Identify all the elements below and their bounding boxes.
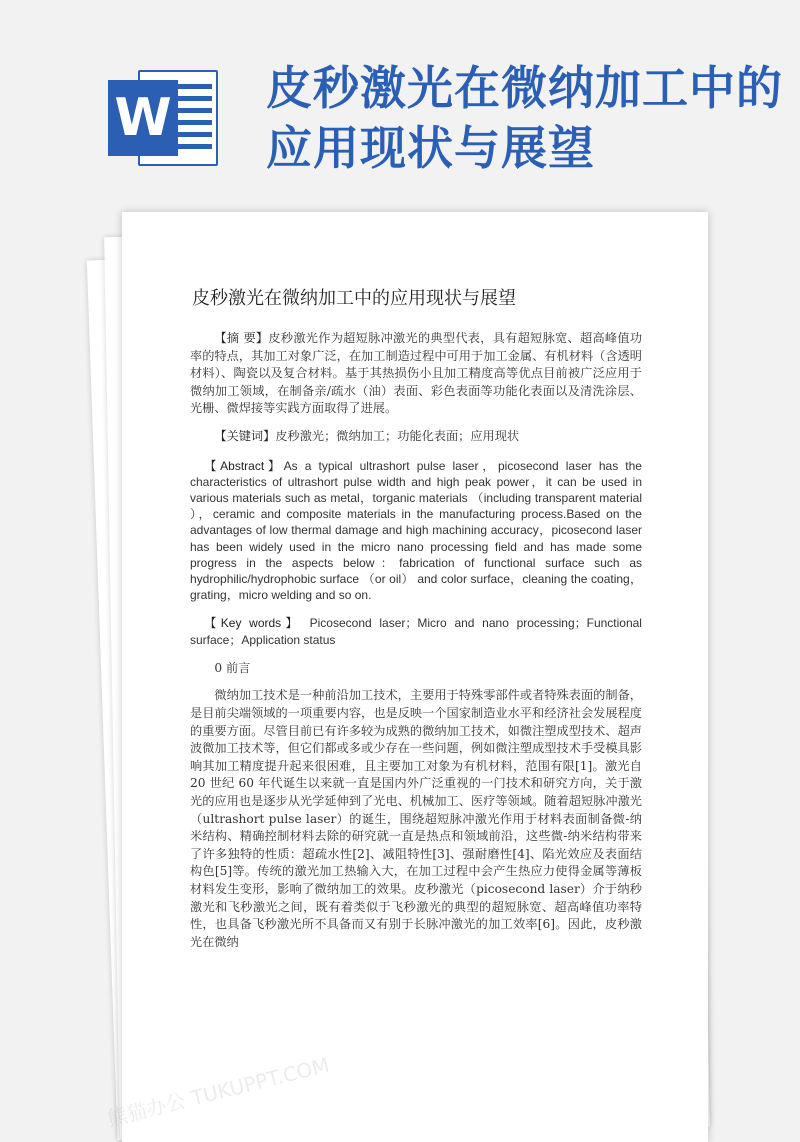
section-heading: 0 前言 (214, 660, 251, 675)
word-document-icon (108, 70, 220, 166)
keywords-text: 皮秒激光；微纳加工；功能化表面；应用现状 (275, 428, 520, 443)
english-abstract-label: 【Abstract】 (204, 458, 284, 473)
english-keywords-label: 【Key words】 (204, 616, 302, 631)
abstract-label: 【摘 要】 (214, 331, 269, 345)
keywords-label: 【关键词】 (214, 428, 276, 443)
banner-title: 皮秒激光在微纳加工中的应用现状与展望 (266, 61, 783, 175)
abstract-text: 皮秒激光作为超短脉冲激光的典型代表，具有超短脉宽、超高峰值功率的特点，其加工对象广泛，在加工制造过程中可用于加工金属、有机材料（含透明材料）、陶瓷以及复合材料。基于其热损伤小且加工精度高等优点目前被广泛应用于微纳加工领域，在制备亲/疏水（油）表面、彩色表面等功能化表面以及清洗涂层、光栅、微焊接等实践方面取得了进展。 (190, 331, 643, 416)
document-title: 皮秒激光在微纳加工中的应用现状与展望 (192, 288, 516, 309)
english-keywords-paragraph (190, 615, 642, 647)
body-paragraph: 微纳加工技术是一种前沿加工技术，主要用于特殊零部件或者特殊表面的制备，是目前尖端领域的一项重要内容，也是反映一个国家制造业水平和经济社会发展程度的重要方面。尽管目前已有许多较为成熟的微纳加工技术，如微注塑成型技术、超声波微加工技术等，但它们都或多或少存在一些问题，例如微注塑成型技术手受模具影响其加工精度提升起来很困难，且主要加工对象为有机材料，范围有限[1]。激光自 20 世纪 60 年代诞生以来就一直是国内外广泛重视的一门技术和研究方向，关于激光的应用也是逐步从光学延伸到了光电、机械加工、医疗等领域。随着超短脉冲激光（ultrashort pulse laser）的诞生，围绕超短脉冲激光作用于材料表面制备微-纳米结构、精确控制材料去除的研究就一直是热点和领域前沿，这些微-纳米结构带来了许多独特的性质：超疏水性[2]、减阻特性[3]、强耐磨性[4]、陷光效应及表面结构色[5]等。传统的激光加工热输入大，在加工过程中会产生热应力使得金属等薄板材料发生变形，影响了微纳加工的效果。皮秒激光（picosecond laser）介于纳秒激光和飞秒激光之间，既有着类似于飞秒激光的典型的超短脉宽、超高峰值功率特性，也具备飞秒激光所不具备而又有别于长脉冲激光的加工效率[6]。因此，皮秒激光在微纳 (190, 688, 642, 949)
abstract-paragraph (190, 330, 642, 418)
english-abstract-paragraph (190, 458, 642, 604)
word-logo-letter: W (108, 80, 178, 156)
document-body (190, 330, 642, 961)
banner (0, 0, 800, 200)
document-page (122, 212, 708, 1142)
english-abstract-text: As a typical ultrashort pulse laser，picosecond laser has the characteristics of ultrashort pulse width and high peak power，it can be used in various materials such as metal，torganic materials （including transparent material ），ceramic and composite materials in the manufacturing process.Based on the advantages of low thermal damage and high machining accuracy，picosecond laser has been widely used in the micro nano processing field and has made some progress in the aspects below：fabrication of functional surface such as hydrophilic/hydrophobic surface （or oil） and color surface，cleaning the coating，grating，micro welding and so on. (190, 458, 642, 603)
english-keywords-text: Picosecond laser；Micro and nano processing；Functional surface；Application status (190, 616, 642, 647)
keywords-paragraph (190, 428, 642, 446)
